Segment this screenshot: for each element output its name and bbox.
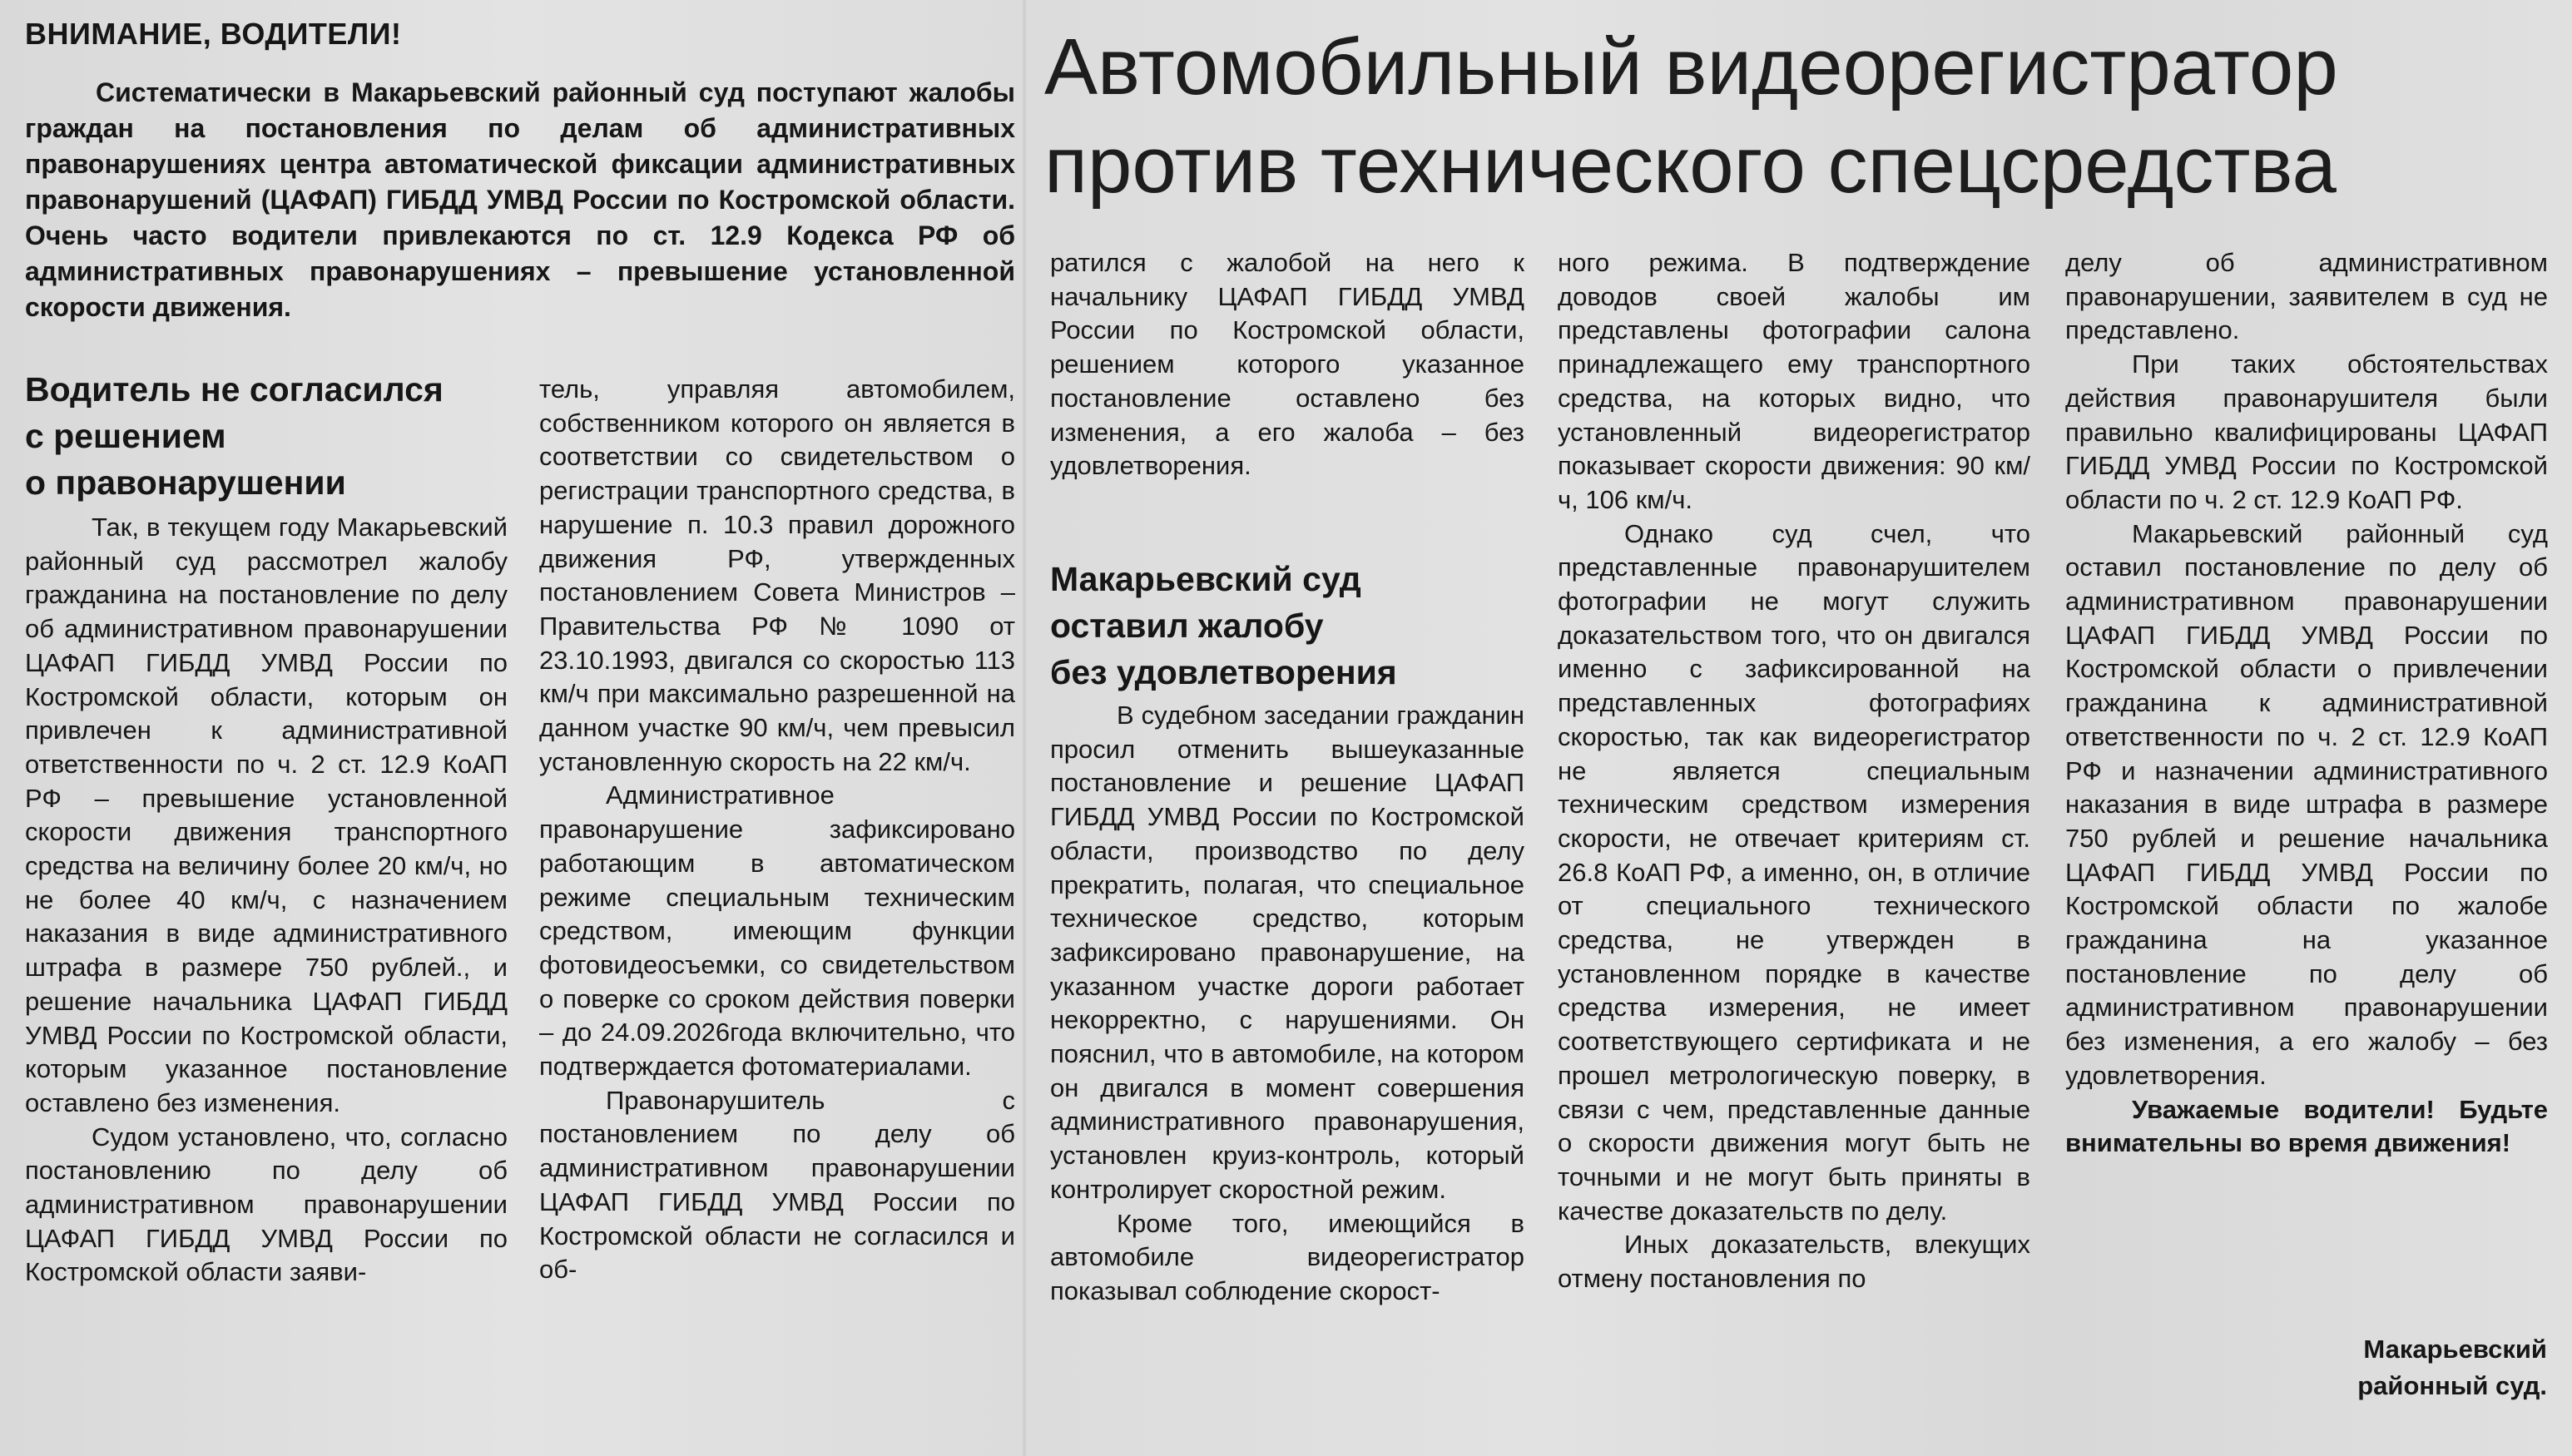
col3-paragraph-2: В судебном заседании гражданин просил отменить вышеуказанные постановление и решение ЦАФАП ГИБДД УМВД России по Костромской области, производство по делу прекратить, полагая, что специальное техническое средство, которым зафиксировано правонарушение, на указанном участке дороги работает некорректно, с нарушениями. Он пояснил, что в автомобиле, на котором он двигался в момент совершения административного правонарушения, установлен круиз-контроль, который контролирует скоростной режим. — [1050, 701, 1524, 1204]
col5-paragraph-1: делу об административном правонарушении, заявителем в суд не представлено. — [2065, 248, 2548, 345]
subhead-1-line-3: о правонарушении — [25, 463, 346, 502]
kicker-heading: ВНИМАНИЕ, ВОДИТЕЛИ! — [25, 17, 402, 51]
signature-line-2: районный суд. — [2357, 1371, 2547, 1400]
col1-paragraph-2: Судом установлено, что, согласно постановлению по делу об административном правонарушении ЦАФАП ГИБДД УМВД России по Костромской области заяви- — [25, 1122, 508, 1287]
col2-paragraph-3: Правонарушитель с постановлением по делу об административном правонарушении ЦАФАП ГИБДД УМВД России по Костромской области не согласился и об- — [539, 1085, 1015, 1285]
article-signature — [2357, 1331, 2547, 1404]
page-fold — [1022, 0, 1027, 1456]
article-column-2 — [539, 373, 1015, 1287]
headline-line-2: против технического спецсредства — [1044, 121, 2337, 210]
col5-closing-appeal: Уважаемые водители! Будьте внимательны во время движения! — [2065, 1094, 2548, 1158]
subhead-2-line-3: без удовлетворения — [1050, 653, 1397, 691]
article-column-3-continued — [1050, 699, 1524, 1309]
subhead-court-left-complaint — [1050, 556, 1524, 696]
article-column-3 — [1050, 246, 1524, 483]
col2-paragraph-2: Административное правонарушение зафиксировано работающим в автоматическом режиме специальным техническим средством, имеющим функции фотовидеосъемки, со свидетельством о поверке со сроком действия поверки – до 24.09.2026года включительно, что подтверждается фотоматериалами. — [539, 780, 1015, 1082]
col3-paragraph-3: Кроме того, имеющийся в автомобиле видеорегистратор показывал соблюдение скорост- — [1050, 1208, 1524, 1305]
col4-paragraph-2: Однако суд счел, что представленные правонарушителем фотографии не могут служить доказательством того, что он двигался именно с зафиксированной на представленных фотографиях скоростью, так как видеорегистратор не является специальным техническим средством измерения скорости, не отвечает критериям ст. 26.8 КоАП РФ, а именно, он, в отличие от специального технического средства, не утвержден в установленном порядке в качестве средства измерения, не имеет соответствующего сертификата и не прошел метрологическую поверку, в связи с чем, представленные данные о скорости движения могут быть не точными и не могут быть приняты в качестве доказательств по делу. — [1558, 518, 2030, 1226]
intro-paragraph — [25, 75, 1015, 325]
article-column-1 — [25, 511, 508, 1290]
col1-paragraph-1: Так, в текущем году Макарьевский районный суд рассмотрел жалобу гражданина на постановление по делу об административном правонарушении ЦАФАП ГИБДД УМВД России по Костромской области, которым он привлечен к административной ответственности по ч. 2 ст. 12.9 КоАП РФ – превышение установленной скорости движения транспортного средства на величину более 20 км/ч, но не более 40 км/ч, с назначением наказания в виде административного штрафа в размере 750 рублей., и решение начальника ЦАФАП ГИБДД УМВД России по Костромской области, которым указанное постановление оставлено без изменения. — [25, 513, 508, 1117]
subhead-2-line-2: оставил жалобу — [1050, 607, 1324, 645]
intro-text: Систематически в Макарьевский районный суд поступают жалобы граждан на постановления по делам об административных правонарушениях центра автоматической фиксации административных правонарушений (ЦАФАП) ГИБДД УМВД России по Костромской области. Очень часто водители привлекаются по ст. 12.9 Кодекса РФ об административных правонарушениях – превышение установленной скорости движения. — [25, 77, 1015, 322]
subhead-1-line-1: Водитель не согласился — [25, 370, 444, 409]
col5-paragraph-3: Макарьевский районный суд оставил постановление по делу об административном правонарушении ЦАФАП ГИБДД УМВД России по Костромской области о привлечении гражданина к административной ответственности по ч. 2 ст. 12.9 КоАП РФ и назначении административного наказания в виде штрафа в размере 750 рублей и решение начальника ЦАФАП ГИБДД УМВД России по Костромской области по жалобе гражданина на указанное постановление по делу об административном правонарушении без изменения, а его жалобу – без удовлетворения. — [2065, 518, 2548, 1090]
signature-line-1: Макарьевский — [2363, 1335, 2547, 1364]
col5-paragraph-2: При таких обстоятельствах действия правонарушителя были правильно квалифицированы ЦАФАП ГИБДД УМВД России по Костромской области по ч. 2 ст. 12.9 КоАП РФ. — [2065, 349, 2548, 514]
col4-paragraph-3: Иных доказательств, влекущих отмену постановления по — [1558, 1230, 2030, 1294]
article-column-5 — [2065, 246, 2548, 1161]
headline-line-1: Автомобильный видеорегистратор — [1044, 22, 2338, 111]
subhead-2-line-1: Макарьевский суд — [1050, 560, 1361, 598]
col2-paragraph-1: тель, управляя автомобилем, собственником которого он является в соответствии со свидетельством о регистрации транспортного средства, в нарушение п. 10.3 правил дорожного движения РФ, утвержденных постановлением Совета Министров – Правительства РФ № 1090 от 23.10.1993, двигался со скоростью 113 км/ч при максимально разрешенной на данном участке 90 км/ч, чем превысил установленную скорость на 22 км/ч. — [539, 374, 1015, 776]
col3-paragraph-1: ратился с жалобой на него к начальнику ЦАФАП ГИБДД УМВД России по Костромской области, решением которого указанное постановление оставлено без изменения, а его жалоба – без удовлетворения. — [1050, 248, 1524, 481]
subhead-1-line-2: с решением — [25, 417, 226, 455]
subhead-driver-disagreed — [25, 366, 508, 506]
col4-paragraph-1: ного режима. В подтверждение доводов своей жалобы им представлены фотографии салона принадлежащего ему транспортного средства, на которых видно, что установленный видеорегистратор показывает скорости движения: 90 км/ч, 106 км/ч. — [1558, 248, 2030, 514]
article-column-4 — [1558, 246, 2030, 1296]
article-headline — [1044, 18, 2542, 215]
